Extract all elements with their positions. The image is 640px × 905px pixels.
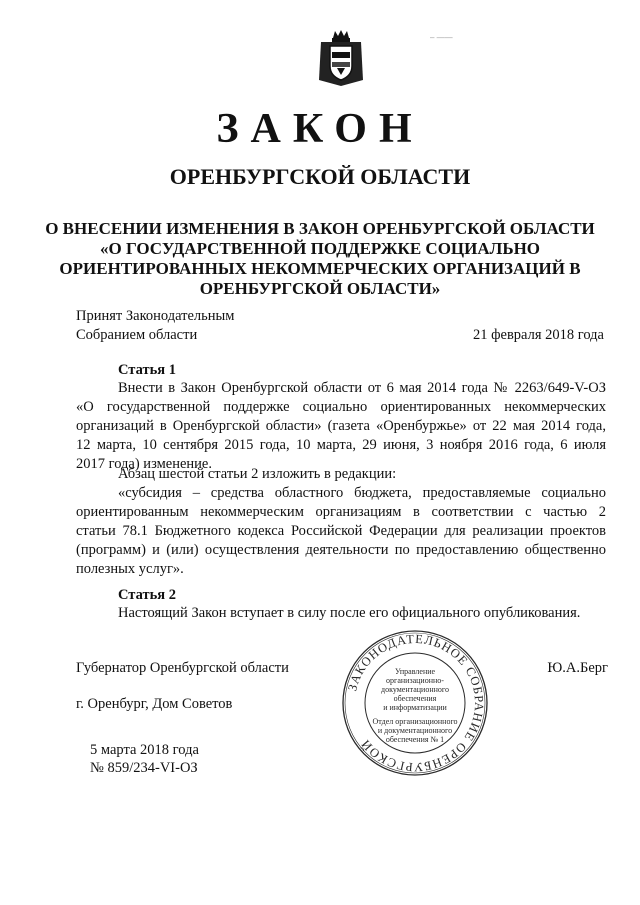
svg-text:и документационного: и документационного: [377, 726, 453, 735]
law-title-line: «О ГОСУДАРСТВЕННОЙ ПОДДЕРЖКЕ СОЦИАЛЬНО: [99, 239, 541, 258]
article-1-quote-line: полезных услуг».: [76, 561, 184, 577]
svg-text:Отдел организационного: Отдел организационного: [372, 717, 458, 726]
adoption-line: Принят Законодательным: [76, 308, 235, 324]
article-1-heading: Статья 1: [118, 362, 176, 378]
svg-text:Управление: Управление: [394, 667, 436, 676]
article-1-quote-line: статьи 78.1 Бюджетного кодекса Российской Федерации для реализации проектов: [76, 523, 606, 539]
law-title-line: ОРЕНБУРГСКОЙ ОБЛАСТИ»: [199, 279, 441, 298]
svg-text:ЗАКОНОДАТЕЛЬНОЕ СОБРАНИЕ ОРЕНБ: ЗАКОНОДАТЕЛЬНОЕ СОБРАНИЕ ОРЕНБУРГСКОЙ: [345, 631, 487, 775]
region-title: ОРЕНБУРГСКОЙ ОБЛАСТИ: [169, 164, 471, 189]
svg-text:обеспечения № 1: обеспечения № 1: [385, 735, 445, 744]
coat-of-arms-icon: [315, 28, 367, 88]
article-1-line: 2017 года) изменение.: [76, 456, 212, 472]
article-1-quote-line: «субсидия – средства областного бюджета, предоставляемые социально: [118, 485, 606, 501]
article-1-paragraph: Абзац шестой статьи 2 изложить в редакции:: [118, 466, 397, 482]
article-1-quote-line: ориентированным некоммерческим организациям в соответствии с частью 2: [76, 504, 606, 520]
article-1-line: Внести в Закон Оренбургской области от 6 мая 2014 года № 2263/649-V-ОЗ: [118, 380, 606, 396]
official-seal-stamp: [340, 628, 490, 778]
svg-text:организационно-: организационно-: [386, 676, 444, 685]
article-2-text: Настоящий Закон вступает в силу после его официального опубликования.: [118, 605, 581, 621]
signatory-name: Ю.А.Берг: [547, 660, 608, 676]
svg-text:и информатизации: и информатизации: [383, 703, 447, 712]
article-2-heading: Статья 2: [118, 587, 176, 603]
adoption-date: 21 февраля 2018 года: [472, 327, 604, 343]
article-1-line: организаций в Оренбургской области» (газета «Оренбуржье» от 22 мая 2014 года,: [76, 418, 606, 434]
article-1-line: «О государственной поддержке социально ориентированных некоммерческих: [76, 399, 606, 415]
law-number: № 859/234-VI-ОЗ: [90, 760, 198, 776]
law-title-line: О ВНЕСЕНИИ ИЗМЕНЕНИЯ В ЗАКОН ОРЕНБУРГСКОЙ ОБЛАСТИ: [45, 219, 595, 238]
article-1-quote-line: (программ) и (или) осуществления деятельности по предоставлению общественно: [76, 542, 606, 558]
corner-mark: – ——: [430, 33, 453, 42]
svg-text:документационного: документационного: [381, 685, 449, 694]
document-type: ЗАКОН: [216, 106, 424, 152]
signatory-position: Губернатор Оренбургской области: [76, 660, 289, 676]
svg-text:обеспечения: обеспечения: [393, 694, 437, 703]
article-1-line: 12 марта, 10 сентября 2015 года, 10 марта, 29 июня, 3 ноября 2016 года, 6 июля: [76, 437, 606, 453]
law-title-line: ОРИЕНТИРОВАННЫХ НЕКОММЕРЧЕСКИХ ОРГАНИЗАЦИЙ В: [59, 259, 581, 278]
adoption-line: Собранием области: [76, 327, 198, 343]
signing-date: 5 марта 2018 года: [90, 742, 199, 758]
signing-place: г. Оренбург, Дом Советов: [76, 696, 233, 712]
